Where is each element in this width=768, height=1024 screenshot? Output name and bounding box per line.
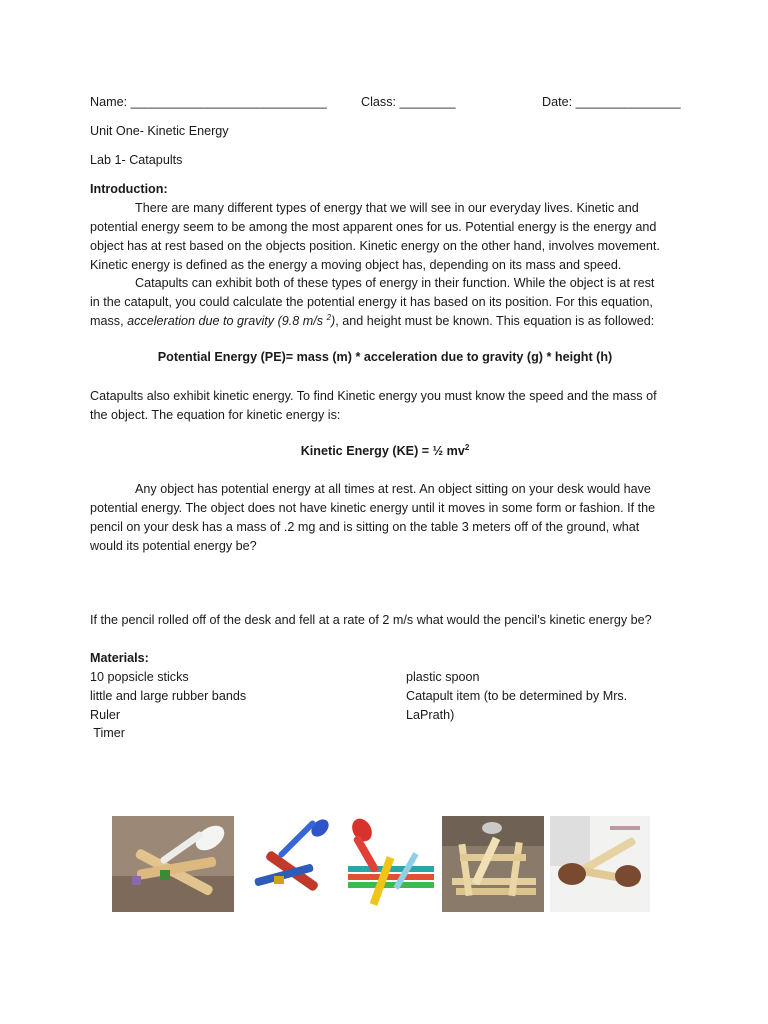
intro-line-6: in the catapult, you could calculate the potential energy it has based on its position. For this equation, — [90, 295, 653, 309]
ke-equation-text: Kinetic Energy (KE) = ½ mv — [300, 444, 465, 458]
intro-line-1: There are many different types of energy that we will see in our everyday lives. Kinetic and — [135, 201, 639, 215]
intro-line-4: Kinetic energy is defined as the energy a moving object has, depending on its mass and speed. — [90, 258, 622, 272]
blue-spoon-catapult-photo — [244, 816, 336, 912]
red-spoon-catapult-photo — [348, 816, 434, 912]
question1-line-4: would its potential energy be? — [90, 539, 257, 553]
intro-line-7 — [90, 313, 654, 329]
unit-title: Unit One- Kinetic Energy — [90, 124, 229, 138]
gravity-phrase-close: ) — [331, 314, 336, 328]
ke-equation-exponent: 2 — [464, 442, 470, 452]
name-field-label: Name: ____________________________ — [90, 95, 327, 109]
question1-line-3: pencil on your desk has a mass of .2 mg and is sitting on the table 3 meters off of the ground, what — [90, 520, 640, 534]
question2: If the pencil rolled off of the desk and fell at a rate of 2 m/s what would the pencil’s kinetic energy be? — [90, 613, 652, 627]
question1-line-2: potential energy. The object does not have kinetic energy until it moves in some form or fashion. If the — [90, 501, 656, 515]
material-item: Catapult item (to be determined by Mrs. — [406, 689, 628, 703]
intro-line-7-end: , and height must be known. This equation is as followed: — [335, 314, 655, 328]
materials-heading: Materials: — [90, 651, 149, 665]
intro-line-3: object has at rest based on the objects position. Kinetic energy on the other hand, involves movement. — [90, 239, 660, 253]
gravity-exponent: 2 — [326, 312, 332, 322]
question1-line-1: Any object has potential energy at all times at rest. An object sitting on your desk would have — [135, 482, 651, 496]
date-field-label: Date: _______________ — [542, 95, 681, 109]
material-item: little and large rubber bands — [90, 689, 247, 703]
tower-catapult-photo — [442, 816, 544, 912]
intro-line-7-start: mass, — [90, 314, 128, 328]
material-item: Ruler — [90, 708, 121, 722]
material-item: 10 popsicle sticks — [90, 670, 189, 684]
intro-line-5: Catapults can exhibit both of these types of energy in their function. While the object is at rest — [135, 276, 655, 290]
class-field-label: Class: ________ — [361, 95, 456, 109]
catapult-photo-strip — [112, 816, 652, 914]
potential-energy-equation: Potential Energy (PE)= mass (m) * acceleration due to gravity (g) * height (h) — [157, 350, 613, 364]
introduction-heading: Introduction: — [90, 182, 168, 196]
ke-intro-line-2: the object. The equation for kinetic energy is: — [90, 408, 341, 422]
material-item: plastic spoon — [406, 670, 480, 684]
intro-line-2: potential energy seem to be among the most apparent ones for us. Potential energy is the energy and — [90, 220, 657, 234]
material-item: LaPrath) — [406, 708, 455, 722]
kinetic-energy-equation — [90, 443, 680, 459]
gravity-phrase: acceleration due to gravity (9.8 m/s — [127, 314, 327, 328]
hands-building-catapult-photo — [550, 816, 650, 912]
popsicle-spoon-catapult-photo — [112, 816, 234, 912]
lab-title: Lab 1- Catapults — [90, 153, 183, 167]
material-item: Timer — [90, 726, 125, 740]
ke-intro-line-1: Catapults also exhibit kinetic energy. To find Kinetic energy you must know the speed and the mass of — [90, 389, 657, 403]
